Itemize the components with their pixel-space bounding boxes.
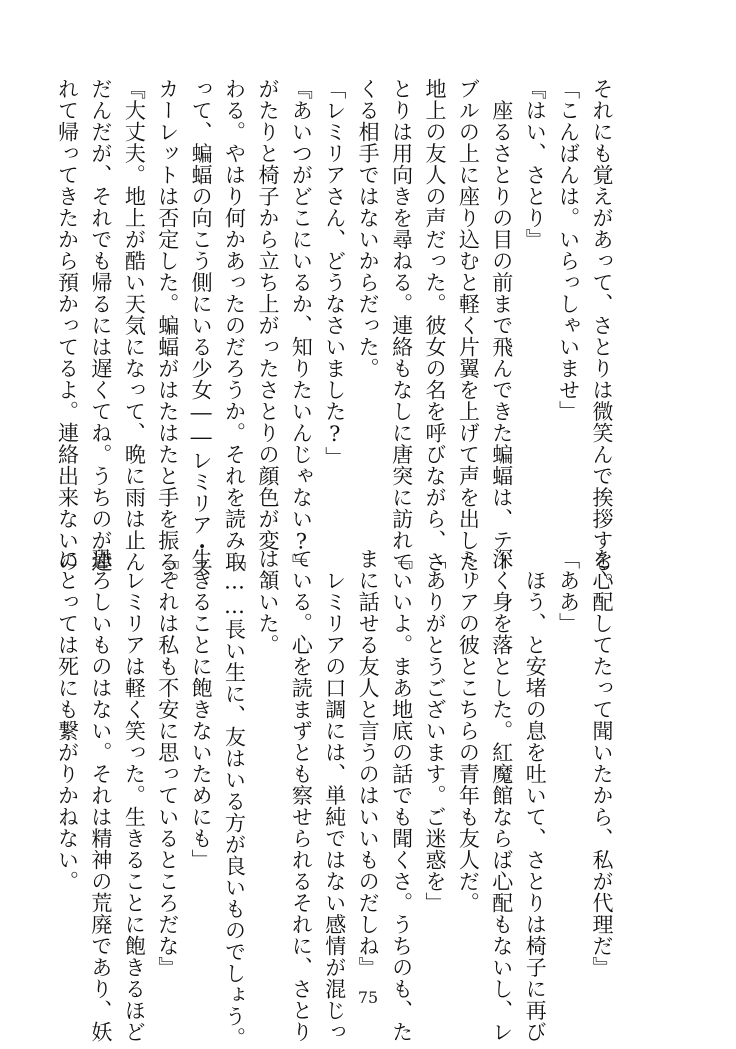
text-line: レミリアの口調には、単純ではない感情が混じっ [322,548,347,1043]
text-line: とりは用向きを尋ねる。連絡もなしに唐突に訪れて [389,78,414,573]
text-line: カーレットは否定した。蝙蝠がはたはたと手を振る。 [155,78,180,594]
text-line: レミリアは軽く笑った。生きることに飽きるほど [122,548,147,1043]
text-line: 『はい、さとり』 [523,78,548,250]
page-number: 75 [357,988,379,1007]
text-line: にとっては死にも繋がりかねない。 [55,548,80,892]
text-line: 『あいつがどこにいるか、知りたいんじゃない?』 [289,78,314,576]
text-line: 深く身を落とした。紅魔館ならば心配もないし、レ [489,548,514,1043]
text-line: がたりと椅子から立ち上がったさとりの顔色が変 [255,78,280,551]
text-line: は頷いた。 [255,548,280,656]
text-line: わる。やはり何かあったのだろうか。それを読み取 [222,78,247,573]
text-line: 『大丈夫。地上が酷い天気になって、晩に雨は止ん [122,78,147,573]
text-line: だんだが、それでも帰るには遅くてね。うちのが連 [88,78,113,573]
text-line: 恐ろしいものはない。それは精神の荒廃であり、妖 [88,548,113,1043]
text-line: ブルの上に座り込むと軽く片翼を上げて声を出した。 [456,78,481,594]
text-line: それにも覚えがあって、さとりは微笑んで挨拶する。 [590,78,614,594]
text-line: 生きることに飽きないためにも」 [189,548,214,871]
text-line: 「……長い生に、友はいる方が良いものでしょう。 [222,548,247,1049]
text-line: 『それは私も不安に思っているところだな』 [155,548,180,978]
text-line: 「レミリアさん、どうなさいました?」 [322,78,347,468]
text-line: くる相手ではないからだった。 [356,78,381,379]
text-line: 地上の友人の声だった。彼女の名を呼びながら、さ [422,78,447,573]
text-line: ている。心を読まずとも察せられるそれに、さとり [289,548,314,1043]
text-line: ミリアの彼とこちらの青年も友人だ。 [456,548,481,914]
text-line: まに話せる友人と言うのはいいものだしね』 [356,548,381,978]
text-line: を心配してたって聞いたから、私が代理だ』 [590,548,614,978]
text-line: 「こんばんは。いらっしゃいませ」 [556,78,581,422]
text-line: 『いいよ。まあ地底の話でも聞くさ。うちのも、た [389,548,414,1043]
text-line: ほう、と安堵の息を吐いて、さとりは椅子に再び [523,548,548,1043]
text-line: 「ありがとうございます。ご迷惑を」 [422,548,447,914]
text-line: 「ああ」 [556,548,581,634]
text-line: れて帰ってきたから預かってるよ。連絡出来ないの [55,78,80,573]
text-line: 座るさとりの目の前まで飛んできた蝙蝠は、テー [489,78,514,573]
text-line: って、蝙蝠の向こう側にいる少女――レミリア・ス [189,78,214,579]
